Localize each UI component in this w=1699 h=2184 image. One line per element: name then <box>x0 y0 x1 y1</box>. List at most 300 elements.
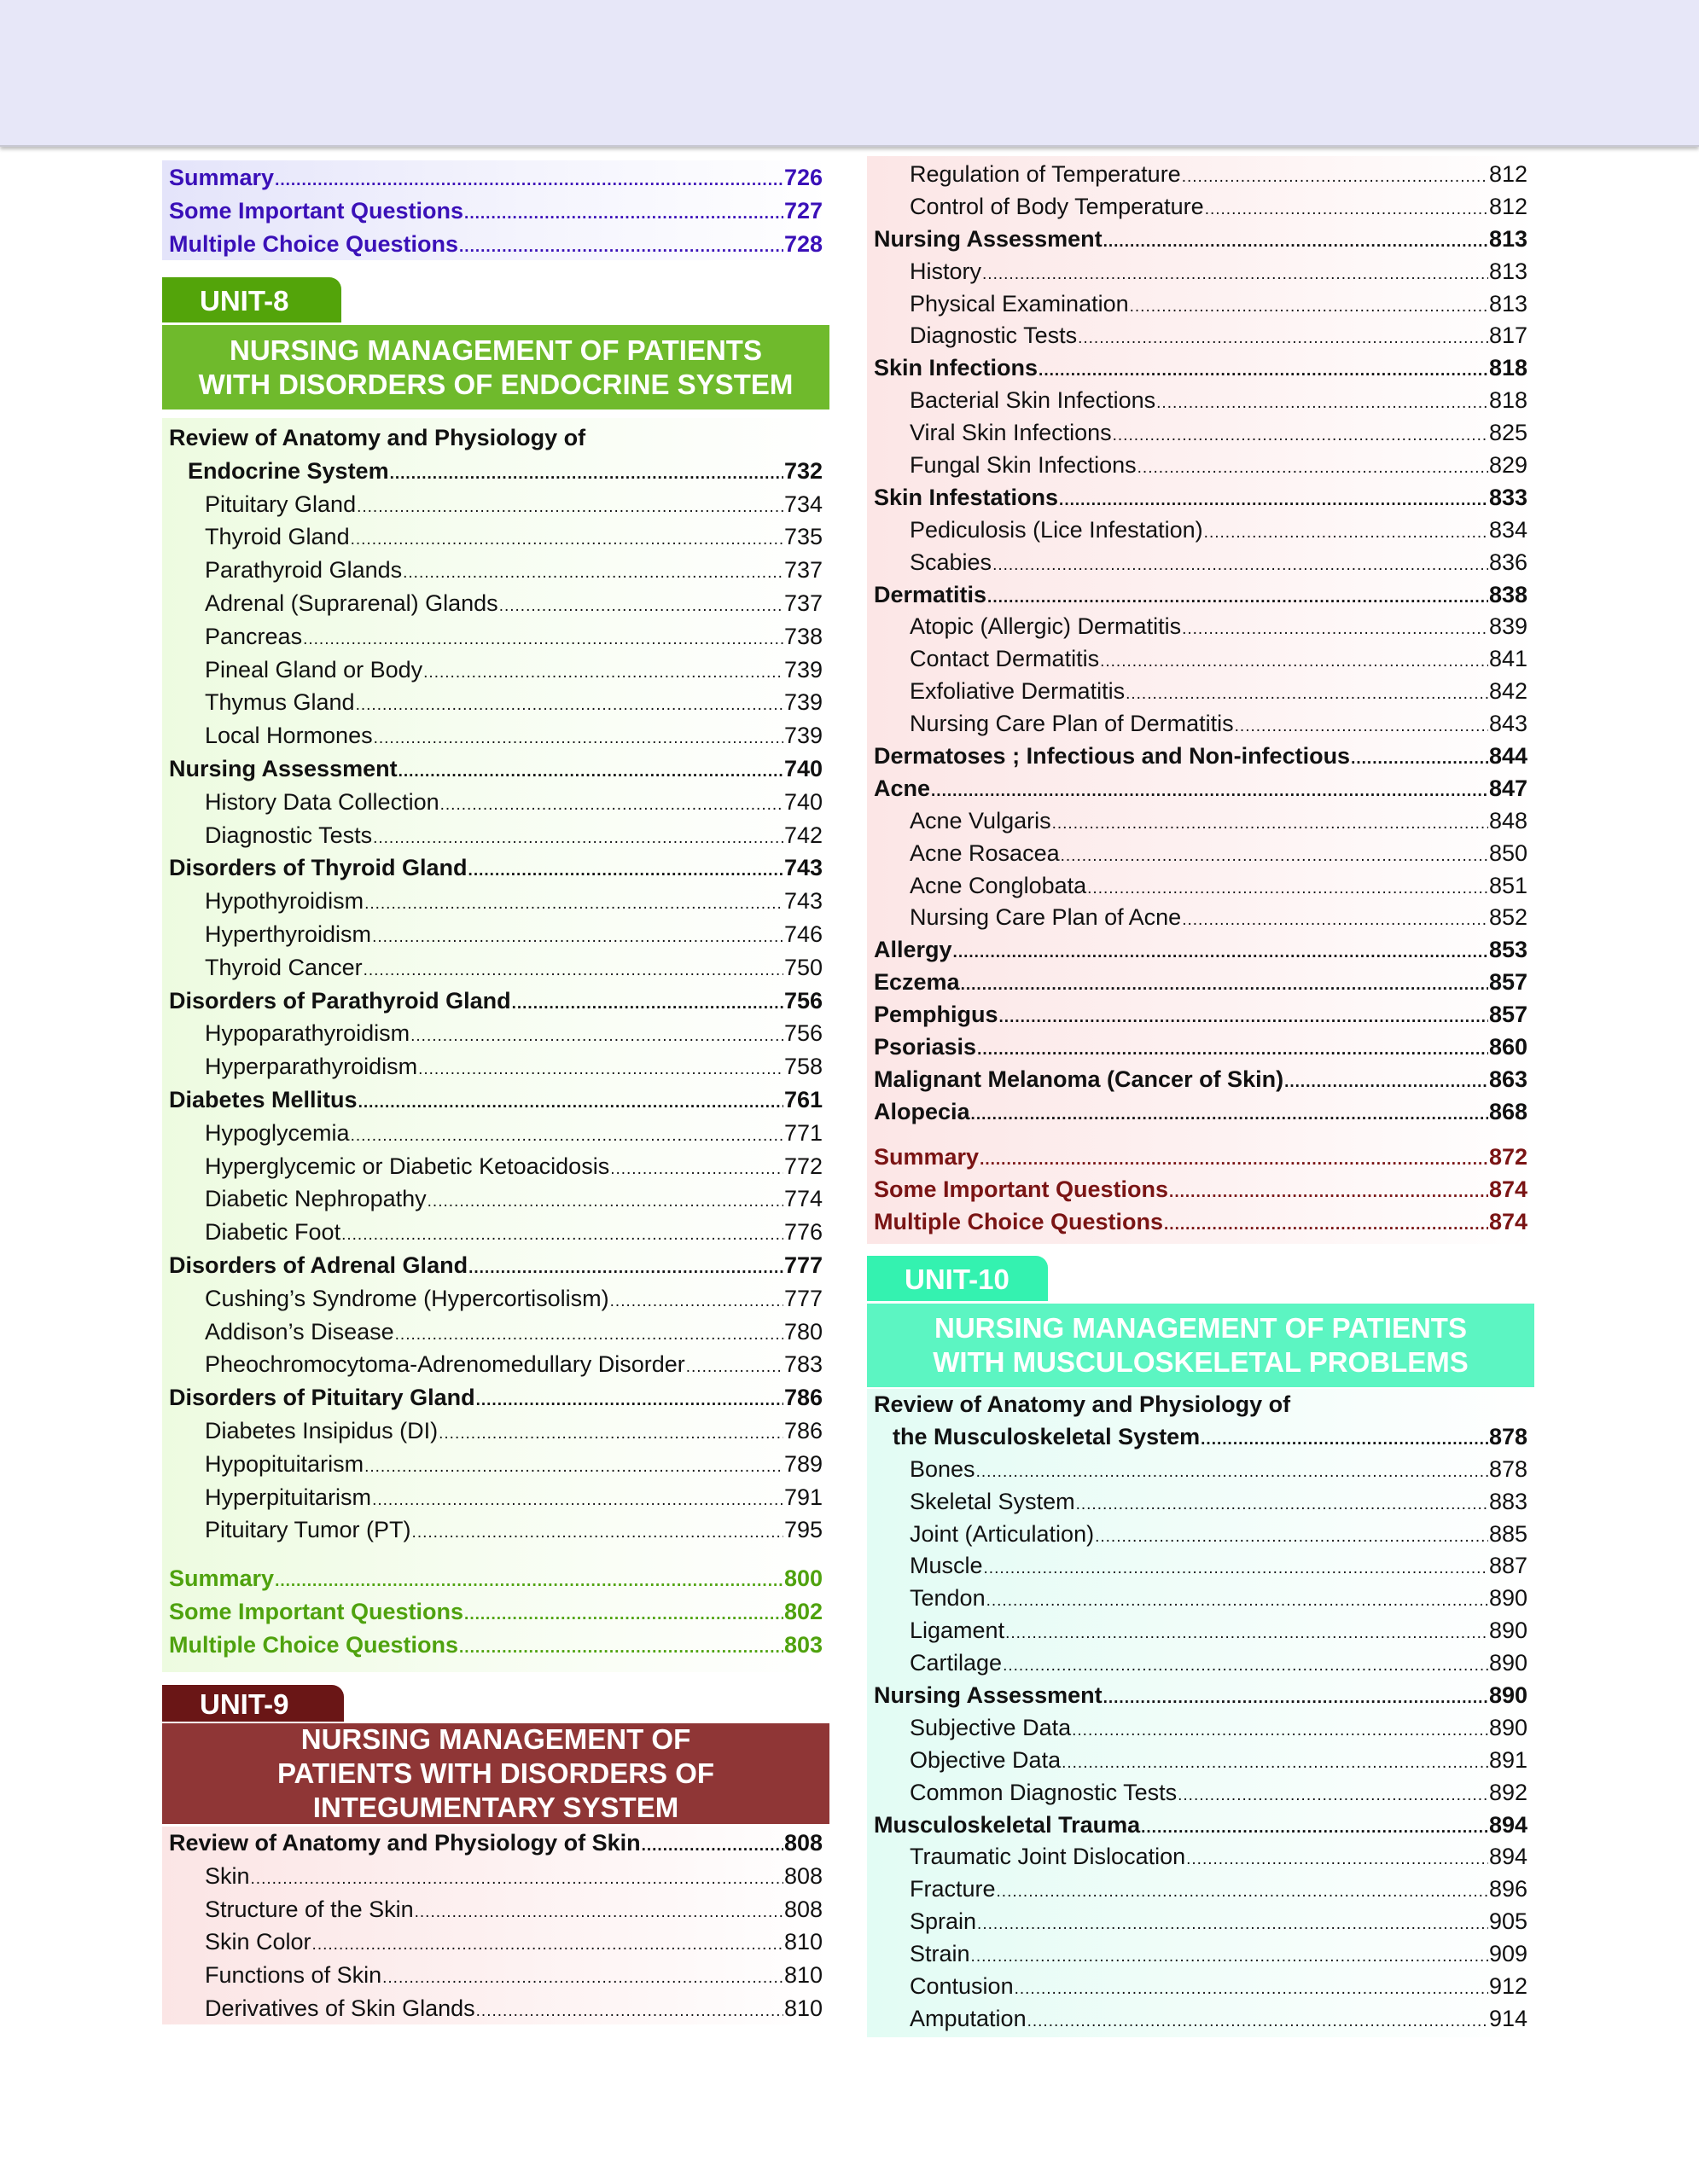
dot-leader <box>1178 1780 1488 1812</box>
page-number: 808 <box>783 1862 823 1889</box>
dot-leader <box>1201 1424 1488 1456</box>
entry-title: Skin Infestations <box>874 484 1059 510</box>
toc-entry[interactable] <box>867 611 1534 643</box>
toc-entry[interactable] <box>162 951 829 985</box>
page-number: 734 <box>783 491 823 517</box>
dot-leader <box>476 1385 783 1418</box>
toc-entry[interactable] <box>162 653 829 687</box>
toc-entry[interactable] <box>162 819 829 852</box>
toc-entry[interactable] <box>867 1486 1534 1519</box>
page-number: 808 <box>783 1896 823 1922</box>
toc-entry[interactable] <box>162 719 829 752</box>
entry-title: Amputation <box>910 2005 1027 2031</box>
entry-title: Hypoglycemia <box>205 1119 350 1146</box>
toc-entry[interactable] <box>867 967 1534 999</box>
dot-leader <box>356 689 783 723</box>
page-number: 892 <box>1488 1779 1527 1805</box>
toc-entry[interactable] <box>162 1083 829 1117</box>
page-number: 868 <box>1488 1098 1527 1124</box>
toc-entry[interactable] <box>867 450 1534 482</box>
dot-leader <box>303 624 783 657</box>
page-number: 761 <box>783 1086 823 1112</box>
entry-title: Atopic (Allergic) Dermatitis <box>910 613 1182 640</box>
dot-leader <box>364 888 783 921</box>
entry-title: Acne Rosacea <box>910 839 1060 866</box>
page-number: 909 <box>1488 1941 1527 1967</box>
page-number: 813 <box>1488 258 1527 284</box>
page-number: 813 <box>1488 225 1527 252</box>
entry-title: Acne Conglobata <box>910 872 1087 898</box>
page-number: 825 <box>1488 420 1527 446</box>
toc-entry[interactable] <box>162 1860 829 1893</box>
page-number: 812 <box>1488 161 1527 187</box>
entry-title: Sprain <box>910 1908 977 1935</box>
toc-entry[interactable] <box>867 1712 1534 1745</box>
dot-leader <box>1113 420 1488 452</box>
toc-entry[interactable] <box>867 805 1534 838</box>
page-number: 890 <box>1488 1650 1527 1676</box>
toc-entry[interactable] <box>867 1777 1534 1809</box>
entry-title: Diabetic Nephropathy <box>205 1186 427 1212</box>
toc-entry[interactable] <box>162 1513 829 1547</box>
page-number: 795 <box>783 1517 823 1543</box>
unit9-banner <box>162 1723 829 1824</box>
entry-title: Pancreas <box>205 623 303 649</box>
toc-entry[interactable] <box>867 191 1534 224</box>
toc-entry[interactable] <box>867 676 1534 708</box>
page-number: 894 <box>1488 1844 1527 1870</box>
toc-entry[interactable] <box>867 870 1534 903</box>
page-number: 726 <box>783 165 823 190</box>
toc-entry[interactable] <box>867 643 1534 676</box>
dot-leader <box>364 955 783 988</box>
dot-leader <box>610 1153 783 1187</box>
entry-title: Multiple Choice Questions <box>874 1208 1164 1234</box>
page-number: 810 <box>783 1962 823 1989</box>
entry-title: the Musculoskeletal System <box>893 1423 1201 1449</box>
dot-leader <box>1126 678 1488 711</box>
page-number: 905 <box>1488 1908 1527 1935</box>
toc-entry[interactable] <box>162 1481 829 1514</box>
toc-entry[interactable] <box>162 885 829 918</box>
toc-entry[interactable] <box>867 1971 1534 2003</box>
page-number: 750 <box>783 954 823 980</box>
dot-leader <box>1169 1176 1488 1209</box>
page-number: 890 <box>1488 1682 1527 1709</box>
toc-summary-entry[interactable] <box>162 1562 829 1595</box>
page-number: 885 <box>1488 1520 1527 1547</box>
dot-leader <box>997 1876 1488 1908</box>
page-number: 800 <box>783 1565 823 1591</box>
right-column <box>867 0 1534 2184</box>
dot-leader <box>987 582 1488 614</box>
toc-entry[interactable] <box>162 985 829 1018</box>
dot-leader <box>931 775 1488 808</box>
entry-title: Thyroid Cancer <box>205 954 363 980</box>
toc-entry[interactable] <box>867 741 1534 773</box>
page-number: 878 <box>1488 1455 1527 1482</box>
left-column <box>162 0 829 2184</box>
toc-entry[interactable] <box>162 1926 829 1959</box>
page-number: 874 <box>1488 1208 1527 1234</box>
dot-leader <box>1072 1715 1488 1747</box>
entry-title: Pineal Gland or Body <box>205 656 423 682</box>
page-number: 777 <box>783 1252 823 1278</box>
entry-title: Pediculosis (Lice Infestation) <box>910 516 1203 543</box>
page-number: 860 <box>1488 1034 1527 1060</box>
entry-title: Disorders of Parathyroid Gland <box>169 987 511 1014</box>
toc-entry[interactable] <box>867 838 1534 870</box>
page-number: 737 <box>783 557 823 584</box>
dot-leader <box>1100 646 1488 678</box>
dot-leader <box>1182 613 1488 646</box>
toc-summary-entry[interactable] <box>162 1595 829 1629</box>
entry-title: Acne Vulgaris <box>910 807 1051 834</box>
entry-title: Malignant Melanoma (Cancer of Skin) <box>874 1066 1284 1092</box>
entry-title: Multiple Choice Questions <box>169 230 459 257</box>
entry-title: Hypopituitarism <box>205 1450 364 1477</box>
unit8-title-line2: WITH DISORDERS OF ENDOCRINE SYSTEM <box>198 368 794 400</box>
toc-entry[interactable] <box>867 2003 1534 2036</box>
toc-entry[interactable] <box>162 1182 829 1216</box>
toc-entry[interactable] <box>867 417 1534 450</box>
unit7-tail-list <box>162 161 829 260</box>
toc-entry[interactable] <box>162 1348 829 1381</box>
entry-title: Endocrine System <box>188 457 389 484</box>
toc-entry[interactable] <box>867 514 1534 547</box>
dot-leader <box>410 1020 783 1054</box>
toc-entry[interactable] <box>867 708 1534 741</box>
dot-leader <box>476 1995 783 2029</box>
page-number: 852 <box>1488 904 1527 931</box>
dot-leader <box>382 1962 783 1995</box>
page-number: 883 <box>1488 1488 1527 1514</box>
entry-title: Multiple Choice Questions <box>169 1631 459 1658</box>
page-number: 836 <box>1488 549 1527 575</box>
dot-leader <box>1182 904 1488 937</box>
toc-summary-entry[interactable] <box>162 195 829 228</box>
page-number: 872 <box>1488 1144 1527 1170</box>
toc-entry[interactable] <box>867 482 1534 514</box>
entry-title: Cushing’s Syndrome (Hypercortisolism) <box>205 1285 609 1311</box>
toc-entry[interactable] <box>867 579 1534 612</box>
page-number: 740 <box>783 788 823 815</box>
dot-leader <box>1141 1812 1488 1844</box>
entry-title: Cartilage <box>910 1650 1003 1676</box>
dot-leader <box>275 165 783 198</box>
toc-entry[interactable] <box>867 1615 1534 1647</box>
entry-title: Nursing Assessment <box>169 755 398 781</box>
entry-title: Regulation of Temperature <box>910 161 1181 187</box>
page-number: 739 <box>783 656 823 682</box>
toc-entry[interactable] <box>162 1282 829 1316</box>
unit9-title-line3: INTEGUMENTARY SYSTEM <box>312 1792 679 1823</box>
page-number: 863 <box>1488 1066 1527 1092</box>
entry-title: Pituitary Gland <box>205 491 357 517</box>
entry-title: Functions of Skin <box>205 1962 382 1989</box>
dot-leader <box>341 1219 783 1252</box>
toc-entry[interactable] <box>867 1938 1534 1971</box>
entry-title: Skin Infections <box>874 355 1039 381</box>
toc-entry[interactable] <box>867 1550 1534 1583</box>
dot-leader <box>1186 1844 1488 1876</box>
unit8-tab: UNIT-8 <box>162 277 341 322</box>
toc-entry[interactable] <box>867 1745 1534 1777</box>
entry-title: Strain <box>910 1941 970 1967</box>
unit10-title-line1: NURSING MANAGEMENT OF PATIENTS <box>934 1312 1467 1344</box>
dot-leader <box>1087 873 1488 905</box>
entry-title: Scabies <box>910 549 992 575</box>
toc-entry[interactable] <box>162 1017 829 1050</box>
toc-entry[interactable] <box>867 1906 1534 1938</box>
toc-summary-entry[interactable] <box>162 228 829 261</box>
page-number: 728 <box>783 230 823 257</box>
toc-entry[interactable] <box>162 786 829 819</box>
toc-entry[interactable] <box>162 1414 829 1448</box>
page-number: 833 <box>1488 484 1527 510</box>
dot-leader <box>358 1087 783 1120</box>
entry-title: Summary <box>169 165 275 190</box>
toc-entry[interactable] <box>867 547 1534 579</box>
toc-entry[interactable] <box>867 1389 1534 1421</box>
toc-entry[interactable] <box>162 1050 829 1083</box>
unit10-contents-box <box>867 1389 1534 2037</box>
toc-entry[interactable] <box>162 587 829 620</box>
entry-title: Exfoliative Dermatitis <box>910 678 1126 705</box>
toc-entry[interactable] <box>162 1959 829 1992</box>
page-number: 818 <box>1488 387 1527 414</box>
dot-leader <box>642 1830 783 1863</box>
dot-leader <box>1103 1682 1488 1715</box>
entry-title: Dermatoses ; Infectious and Non-infectious <box>874 743 1351 770</box>
page-number: 789 <box>783 1450 823 1477</box>
page-number: 783 <box>783 1351 823 1378</box>
dot-leader <box>986 1585 1488 1618</box>
dot-leader <box>372 1484 783 1518</box>
toc-entry[interactable] <box>867 1809 1534 1842</box>
dot-leader <box>953 937 1488 969</box>
entry-title: Physical Examination <box>910 290 1129 317</box>
page-number: 738 <box>783 623 823 649</box>
entry-title: Objective Data <box>910 1746 1062 1773</box>
dot-leader <box>961 969 1488 1002</box>
toc-entry[interactable] <box>867 320 1534 352</box>
entry-title: Viral Skin Infections <box>910 420 1112 446</box>
page-number: 735 <box>783 524 823 550</box>
dot-leader <box>686 1351 783 1385</box>
toc-entry[interactable] <box>162 851 829 885</box>
unit9-tail-list <box>867 1141 1534 1239</box>
page-number: 732 <box>783 457 823 484</box>
toc-entry[interactable] <box>162 1316 829 1349</box>
toc-summary-entry[interactable] <box>867 1206 1534 1239</box>
toc-entry[interactable] <box>867 1454 1534 1486</box>
entry-title: Pemphigus <box>874 1002 998 1028</box>
unit9-entry-list-left <box>162 1827 829 2025</box>
dot-leader <box>977 1034 1488 1066</box>
entry-title: Joint (Articulation) <box>910 1520 1095 1547</box>
entry-title: Hypothyroidism <box>205 888 364 915</box>
toc-entry[interactable] <box>867 256 1534 288</box>
toc-entry[interactable] <box>867 999 1534 1031</box>
toc-entry[interactable] <box>162 1448 829 1481</box>
entry-title: Thyroid Gland <box>205 524 350 550</box>
dot-leader <box>1204 517 1488 549</box>
toc-entry[interactable] <box>867 934 1534 967</box>
entry-title: Bones <box>910 1455 975 1482</box>
unit9-contents-box-left <box>162 1827 829 2024</box>
entry-title: Diagnostic Tests <box>910 322 1078 349</box>
entry-title: Eczema <box>874 969 960 996</box>
toc-entry[interactable] <box>867 1421 1534 1454</box>
page-number: 842 <box>1488 678 1527 705</box>
toc-entry[interactable] <box>162 1117 829 1150</box>
page-number: 802 <box>783 1598 823 1624</box>
toc-entry[interactable] <box>867 385 1534 417</box>
dot-leader <box>351 524 783 557</box>
toc-entry[interactable] <box>162 752 829 786</box>
dot-leader <box>1103 226 1488 258</box>
toc-entry[interactable] <box>867 224 1534 256</box>
page-number: 774 <box>783 1186 823 1212</box>
dot-leader <box>1156 387 1488 420</box>
toc-summary-entry[interactable] <box>162 161 829 195</box>
page-number: 850 <box>1488 839 1527 866</box>
dot-leader <box>984 1553 1488 1585</box>
entry-title: Tendon <box>910 1585 986 1612</box>
dot-leader <box>399 756 783 789</box>
page-number: 890 <box>1488 1714 1527 1740</box>
toc-entry[interactable] <box>867 773 1534 805</box>
page-number: 829 <box>1488 452 1527 479</box>
dot-leader <box>976 1456 1488 1489</box>
dot-leader <box>1164 1209 1488 1241</box>
entry-title: Musculoskeletal Trauma <box>874 1811 1141 1838</box>
page-number: 776 <box>783 1219 823 1246</box>
dot-leader <box>418 1054 783 1087</box>
toc-entry[interactable] <box>867 902 1534 934</box>
page-number: 844 <box>1488 743 1527 770</box>
unit10-title-line2: WITH MUSCULOSKELETAL PROBLEMS <box>933 1346 1469 1378</box>
page-number: 878 <box>1488 1423 1527 1449</box>
dot-leader <box>971 1941 1488 1973</box>
dot-leader <box>992 549 1488 582</box>
dot-leader <box>1061 840 1488 873</box>
page-number: 890 <box>1488 1618 1527 1644</box>
unit9-contents-box-right <box>867 156 1534 1244</box>
dot-leader <box>390 458 783 491</box>
dot-leader <box>1039 355 1488 387</box>
entry-title: Structure of the Skin <box>205 1896 414 1922</box>
dot-leader <box>999 1002 1488 1034</box>
dot-leader <box>372 921 783 955</box>
entry-title: Bacterial Skin Infections <box>910 387 1156 414</box>
toc-summary-entry[interactable] <box>162 1629 829 1662</box>
entry-title: Review of Anatomy and Physiology of <box>874 1391 1291 1417</box>
toc-entry[interactable] <box>162 1992 829 2025</box>
toc-entry[interactable] <box>867 1583 1534 1615</box>
toc-entry[interactable] <box>867 1031 1534 1064</box>
toc-entry[interactable] <box>162 918 829 951</box>
toc-entry[interactable] <box>867 1647 1534 1680</box>
toc-entry[interactable] <box>867 159 1534 191</box>
unit9-entry-list-right <box>867 159 1534 1129</box>
toc-entry[interactable] <box>162 1216 829 1249</box>
toc-entry[interactable] <box>867 288 1534 321</box>
entry-title: Some Important Questions <box>169 1598 464 1624</box>
dot-leader <box>1078 322 1488 355</box>
entry-title: Acne <box>874 775 931 801</box>
toc-entry[interactable] <box>162 1150 829 1183</box>
dot-leader <box>499 590 783 624</box>
entry-title: Hyperparathyroidism <box>205 1054 418 1080</box>
page-number: 847 <box>1488 775 1527 801</box>
dot-leader <box>971 1099 1488 1131</box>
toc-entry[interactable] <box>867 1064 1534 1096</box>
entry-title: History Data Collection <box>205 788 439 815</box>
toc-entry[interactable] <box>162 554 829 587</box>
dot-leader <box>374 723 783 756</box>
page-number: 857 <box>1488 1002 1527 1028</box>
toc-entry[interactable] <box>162 520 829 554</box>
toc-entry[interactable] <box>162 1827 829 1860</box>
toc-entry[interactable] <box>867 1096 1534 1129</box>
entry-title: Pituitary Tumor (PT) <box>205 1517 411 1543</box>
dot-leader <box>251 1863 783 1896</box>
toc-summary-entry[interactable] <box>867 1174 1534 1206</box>
toc-entry[interactable] <box>162 421 829 455</box>
page-number: 739 <box>783 689 823 716</box>
entry-title: Parathyroid Glands <box>205 557 403 584</box>
entry-title: Contusion <box>910 1973 1014 2000</box>
toc-entry[interactable] <box>162 488 829 521</box>
toc-entry[interactable] <box>162 686 829 719</box>
entry-title: Skin Color <box>205 1929 311 1955</box>
toc-entry[interactable] <box>867 352 1534 385</box>
page-number: 896 <box>1488 1876 1527 1902</box>
unit9-title-line1: NURSING MANAGEMENT OF <box>300 1723 691 1755</box>
dot-leader <box>275 1565 783 1599</box>
page-number: 743 <box>783 888 823 915</box>
page-number: 853 <box>1488 937 1527 963</box>
toc-summary-entry[interactable] <box>867 1141 1534 1174</box>
page-number: 812 <box>1488 193 1527 219</box>
unit8-tail-list <box>162 1562 829 1661</box>
dot-leader <box>1003 1650 1488 1682</box>
entry-title: Hyperglycemic or Diabetic Ketoacidosis <box>205 1153 610 1179</box>
unit10-banner <box>867 1304 1534 1387</box>
toc-entry[interactable] <box>162 455 829 488</box>
toc-entry[interactable] <box>162 620 829 653</box>
toc-entry[interactable] <box>867 1680 1534 1712</box>
toc-entry[interactable] <box>162 1381 829 1414</box>
toc-entry[interactable] <box>867 1519 1534 1551</box>
unit8-banner <box>162 325 829 410</box>
toc-entry[interactable] <box>867 1841 1534 1873</box>
entry-title: Pheochromocytoma-Adrenomedullary Disorder <box>205 1351 685 1378</box>
toc-entry[interactable] <box>162 1249 829 1282</box>
page-number: 771 <box>783 1119 823 1146</box>
entry-title: Alopecia <box>874 1098 970 1124</box>
dot-leader <box>610 1286 783 1319</box>
entry-title: Derivatives of Skin Glands <box>205 1995 475 2021</box>
toc-entry[interactable] <box>867 1873 1534 1906</box>
toc-entry[interactable] <box>162 1893 829 1926</box>
entry-title: Hyperpituitarism <box>205 1484 372 1510</box>
entry-title: Psoriasis <box>874 1034 977 1060</box>
page-number: 758 <box>783 1054 823 1080</box>
dot-leader <box>364 1451 783 1484</box>
